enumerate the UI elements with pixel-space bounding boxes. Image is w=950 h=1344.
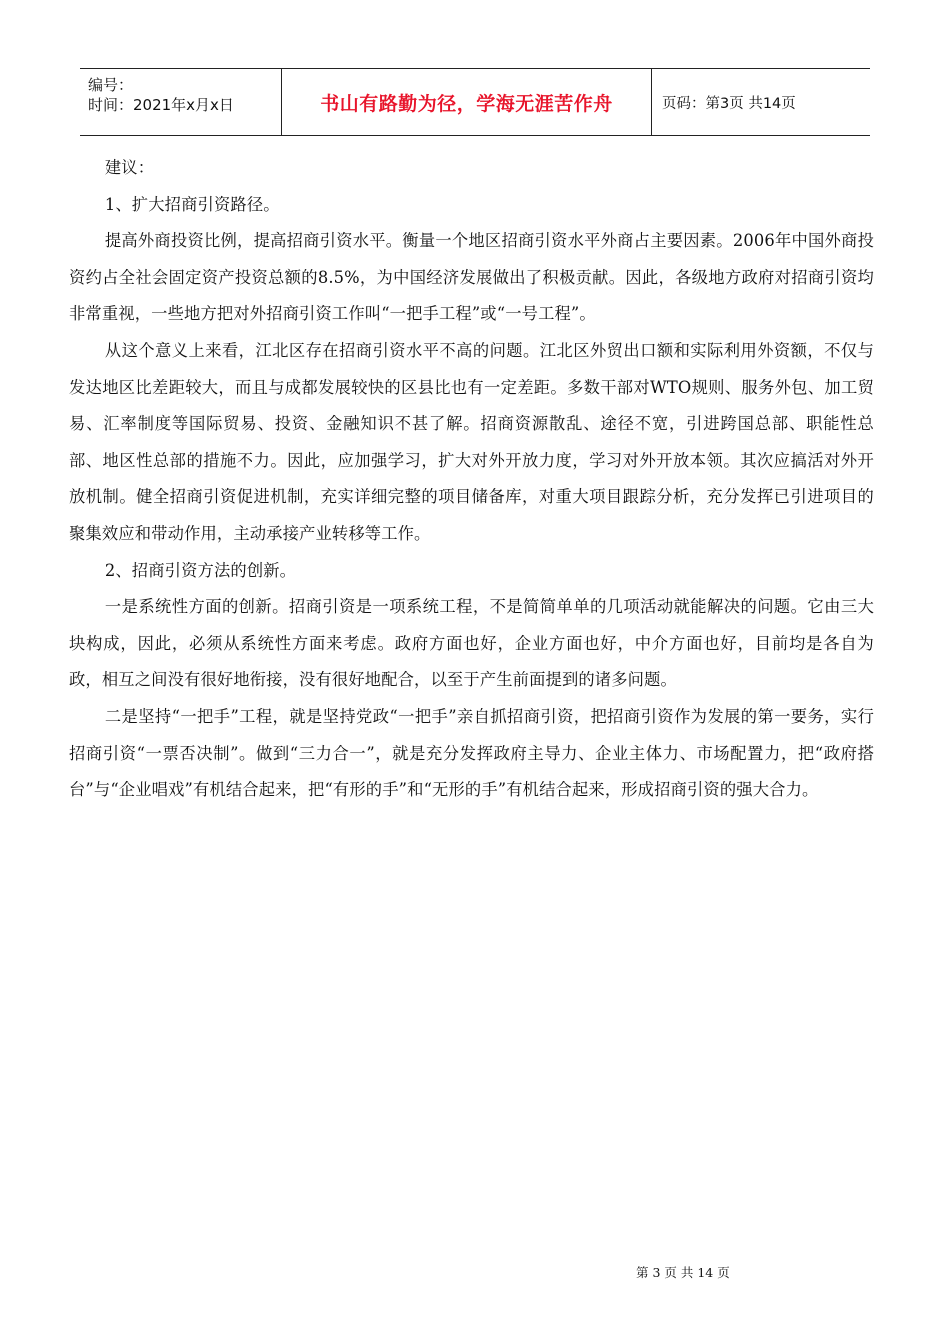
paragraph: 从这个意义上来看，江北区存在招商引资水平不高的问题。江北区外贸出口额和实际利用外资额，不仅与发达地区比差距较大，而且与成都发展较快的区县比也有一定差距。多数干部对WTO规则、服务外包、加工贸易、汇率制度等国际贸易、投资、金融知识不甚了解。招商资源散乱、途径不宽，引进跨国总部、职能性总部、地区性总部的措施不力。因此，应加强学习，扩大对外开放力度，学习对外开放本领。其次应搞活对外开放机制。健全招商引资促进机制，充实详细完整的项目储备库，对重大项目跟踪分析，充分发挥已引进项目的聚集效应和带动作用，主动承接产业转移等工作。 — [69, 340, 875, 543]
header-meta — [80, 69, 282, 135]
paragraph: 2、招商引资方法的创新。 — [104, 560, 297, 580]
paragraph: 建议： — [104, 158, 155, 177]
document-date: 时间：2021年x月x日 — [88, 96, 234, 114]
footer-page-number: 第 3 页 共 14 页 — [636, 1265, 730, 1280]
header-page-number: 页码：第3页 共14页 — [662, 95, 796, 112]
paragraph: 二是坚持“一把手”工程，就是坚持党政“一把手”亲自抓招商引资，把招商引资作为发展的第一要务，实行招商引资“一票否决制”。做到“三力合一”，就是充分发挥政府主导力、企业主体力、市场配置力，把“政府搭台”与“企业唱戏”有机结合起来，把“有形的手”和“无形的手”有机结合起来，形成招商引资的强大合力。 — [69, 706, 874, 800]
paragraph: 提高外商投资比例，提高招商引资水平。衡量一个地区招商引资水平外商占主要因素。2006年中国外商投资约占全社会固定资产投资总额的8.5%，为中国经济发展做出了积极贡献。因此，各级地方政府对招商引资均非常重视，一些地方把对外招商引资工作叫“一把手工程”或“一号工程”。 — [69, 231, 874, 324]
paragraph: 1、扩大招商引资路径。 — [104, 194, 280, 214]
document-body — [69, 150, 874, 809]
page-header — [80, 68, 870, 136]
document-number-label: 编号： — [88, 76, 134, 94]
header-motto: 书山有路勤为径，学海无涯苦作舟 — [282, 69, 652, 135]
paragraph: 一是系统性方面的创新。招商引资是一项系统工程，不是简简单单的几项活动就能解决的问题。它由三大块构成，因此，必须从系统性方面来考虑。政府方面也好，企业方面也好，中介方面也好，目前均是各自为政，相互之间没有很好地衔接，没有很好地配合，以至于产生前面提到的诸多问题。 — [69, 597, 874, 690]
